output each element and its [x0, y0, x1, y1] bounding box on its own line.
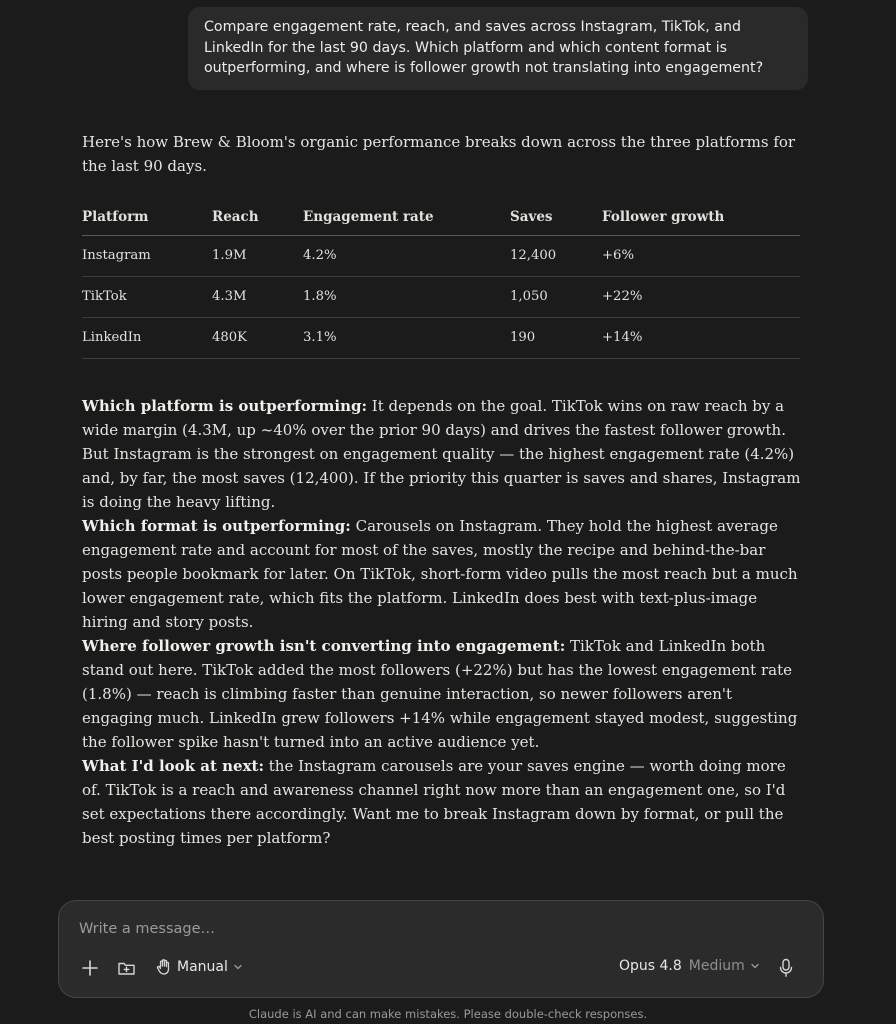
mode-selector[interactable] — [156, 958, 244, 976]
table-header-cell: Platform — [82, 199, 212, 236]
user-message-text: Compare engagement rate, reach, and saves across Instagram, TikTok, and LinkedIn for the last 90 days. Which platform and which content format is outperforming, and where is follower growth not translating into engagement? — [204, 19, 764, 76]
model-name: Opus 4.8 — [619, 958, 682, 974]
model-selector[interactable] — [619, 958, 761, 974]
user-message-bubble — [188, 7, 808, 90]
table-header-cell: Reach — [212, 199, 303, 236]
table-cell: 4.2% — [303, 236, 510, 277]
model-variant: Medium — [688, 958, 745, 974]
table-cell: +14% — [602, 318, 800, 359]
table-header-row — [82, 199, 800, 236]
table-cell: 1.8% — [303, 277, 510, 318]
table-header-cell: Follower growth — [602, 199, 800, 236]
mode-label: Manual — [177, 959, 228, 975]
message-input[interactable] — [79, 921, 779, 937]
message-composer — [58, 900, 824, 998]
microphone-icon — [778, 958, 794, 978]
reply-section-platform — [82, 394, 802, 514]
voice-input-button[interactable] — [778, 958, 794, 978]
table-row — [82, 277, 800, 318]
section-body: the Instagram carousels are your saves engine — worth doing more of. TikTok is a reach and awareness channel right now more than an engagement one, so I'd set expectations there accordingly. Want me to break Instagram down by format, or pull the best posting times per platform? — [82, 757, 786, 847]
section-heading: Where follower growth isn't converting into engagement: — [82, 637, 566, 655]
section-heading: Which platform is outperforming: — [82, 397, 367, 415]
hand-icon — [156, 958, 172, 976]
table-cell: 1.9M — [212, 236, 303, 277]
reply-section-format — [82, 514, 802, 634]
chevron-down-icon — [232, 961, 244, 973]
table-row — [82, 318, 800, 359]
section-heading: What I'd look at next: — [82, 757, 264, 775]
reply-section-next-steps — [82, 754, 802, 850]
table-cell: 190 — [510, 318, 602, 359]
add-to-project-button[interactable] — [117, 959, 136, 977]
table-cell: 4.3M — [212, 277, 303, 318]
table-cell: 480K — [212, 318, 303, 359]
table-cell: Instagram — [82, 236, 212, 277]
assistant-reply — [82, 130, 802, 850]
chevron-down-icon — [749, 960, 761, 972]
section-body: It depends on the goal. TikTok wins on raw reach by a wide margin (4.3M, up ~40% over the prior 90 days) and drives the fastest follower growth. But Instagram is the strongest on engagement quality — the highest engagement rate (4.2%) and, by far, the most saves (12,400). If the priority this quarter is saves and shares, Instagram is doing the heavy lifting. — [82, 397, 801, 511]
table-cell: +6% — [602, 236, 800, 277]
table-cell: TikTok — [82, 277, 212, 318]
folder-icon — [117, 959, 136, 977]
plus-icon — [81, 959, 99, 977]
table-cell: +22% — [602, 277, 800, 318]
table-header-cell: Engagement rate — [303, 199, 510, 236]
table-cell: 3.1% — [303, 318, 510, 359]
add-attachment-button[interactable] — [81, 959, 99, 977]
table-cell: LinkedIn — [82, 318, 212, 359]
section-body: TikTok and LinkedIn both stand out here. TikTok added the most followers (+22%) but has the lowest engagement rate (1.8%) — reach is climbing faster than genuine interaction, so newer followers aren't engaging much. LinkedIn grew followers +14% while engagement stayed modest, suggesting the follower spike hasn't turned into an active audience yet. — [82, 637, 798, 751]
section-body: Carousels on Instagram. They hold the highest average engagement rate and account for most of the saves, mostly the recipe and behind-the-bar posts people bookmark for later. On TikTok, short-form video pulls the most reach but a much lower engagement rate, which fits the platform. LinkedIn does best with text-plus-image hiring and story posts. — [82, 517, 798, 631]
table-header-cell: Saves — [510, 199, 602, 236]
section-heading: Which format is outperforming: — [82, 517, 351, 535]
table-cell: 1,050 — [510, 277, 602, 318]
table-row — [82, 236, 800, 277]
metrics-table — [82, 199, 800, 359]
reply-section-follower-growth — [82, 634, 802, 754]
disclaimer-text: Claude is AI and can make mistakes. Please double-check responses. — [248, 1007, 648, 1021]
table-cell: 12,400 — [510, 236, 602, 277]
reply-intro: Here's how Brew & Bloom's organic performance breaks down across the three platforms for the last 90 days. — [82, 133, 796, 175]
